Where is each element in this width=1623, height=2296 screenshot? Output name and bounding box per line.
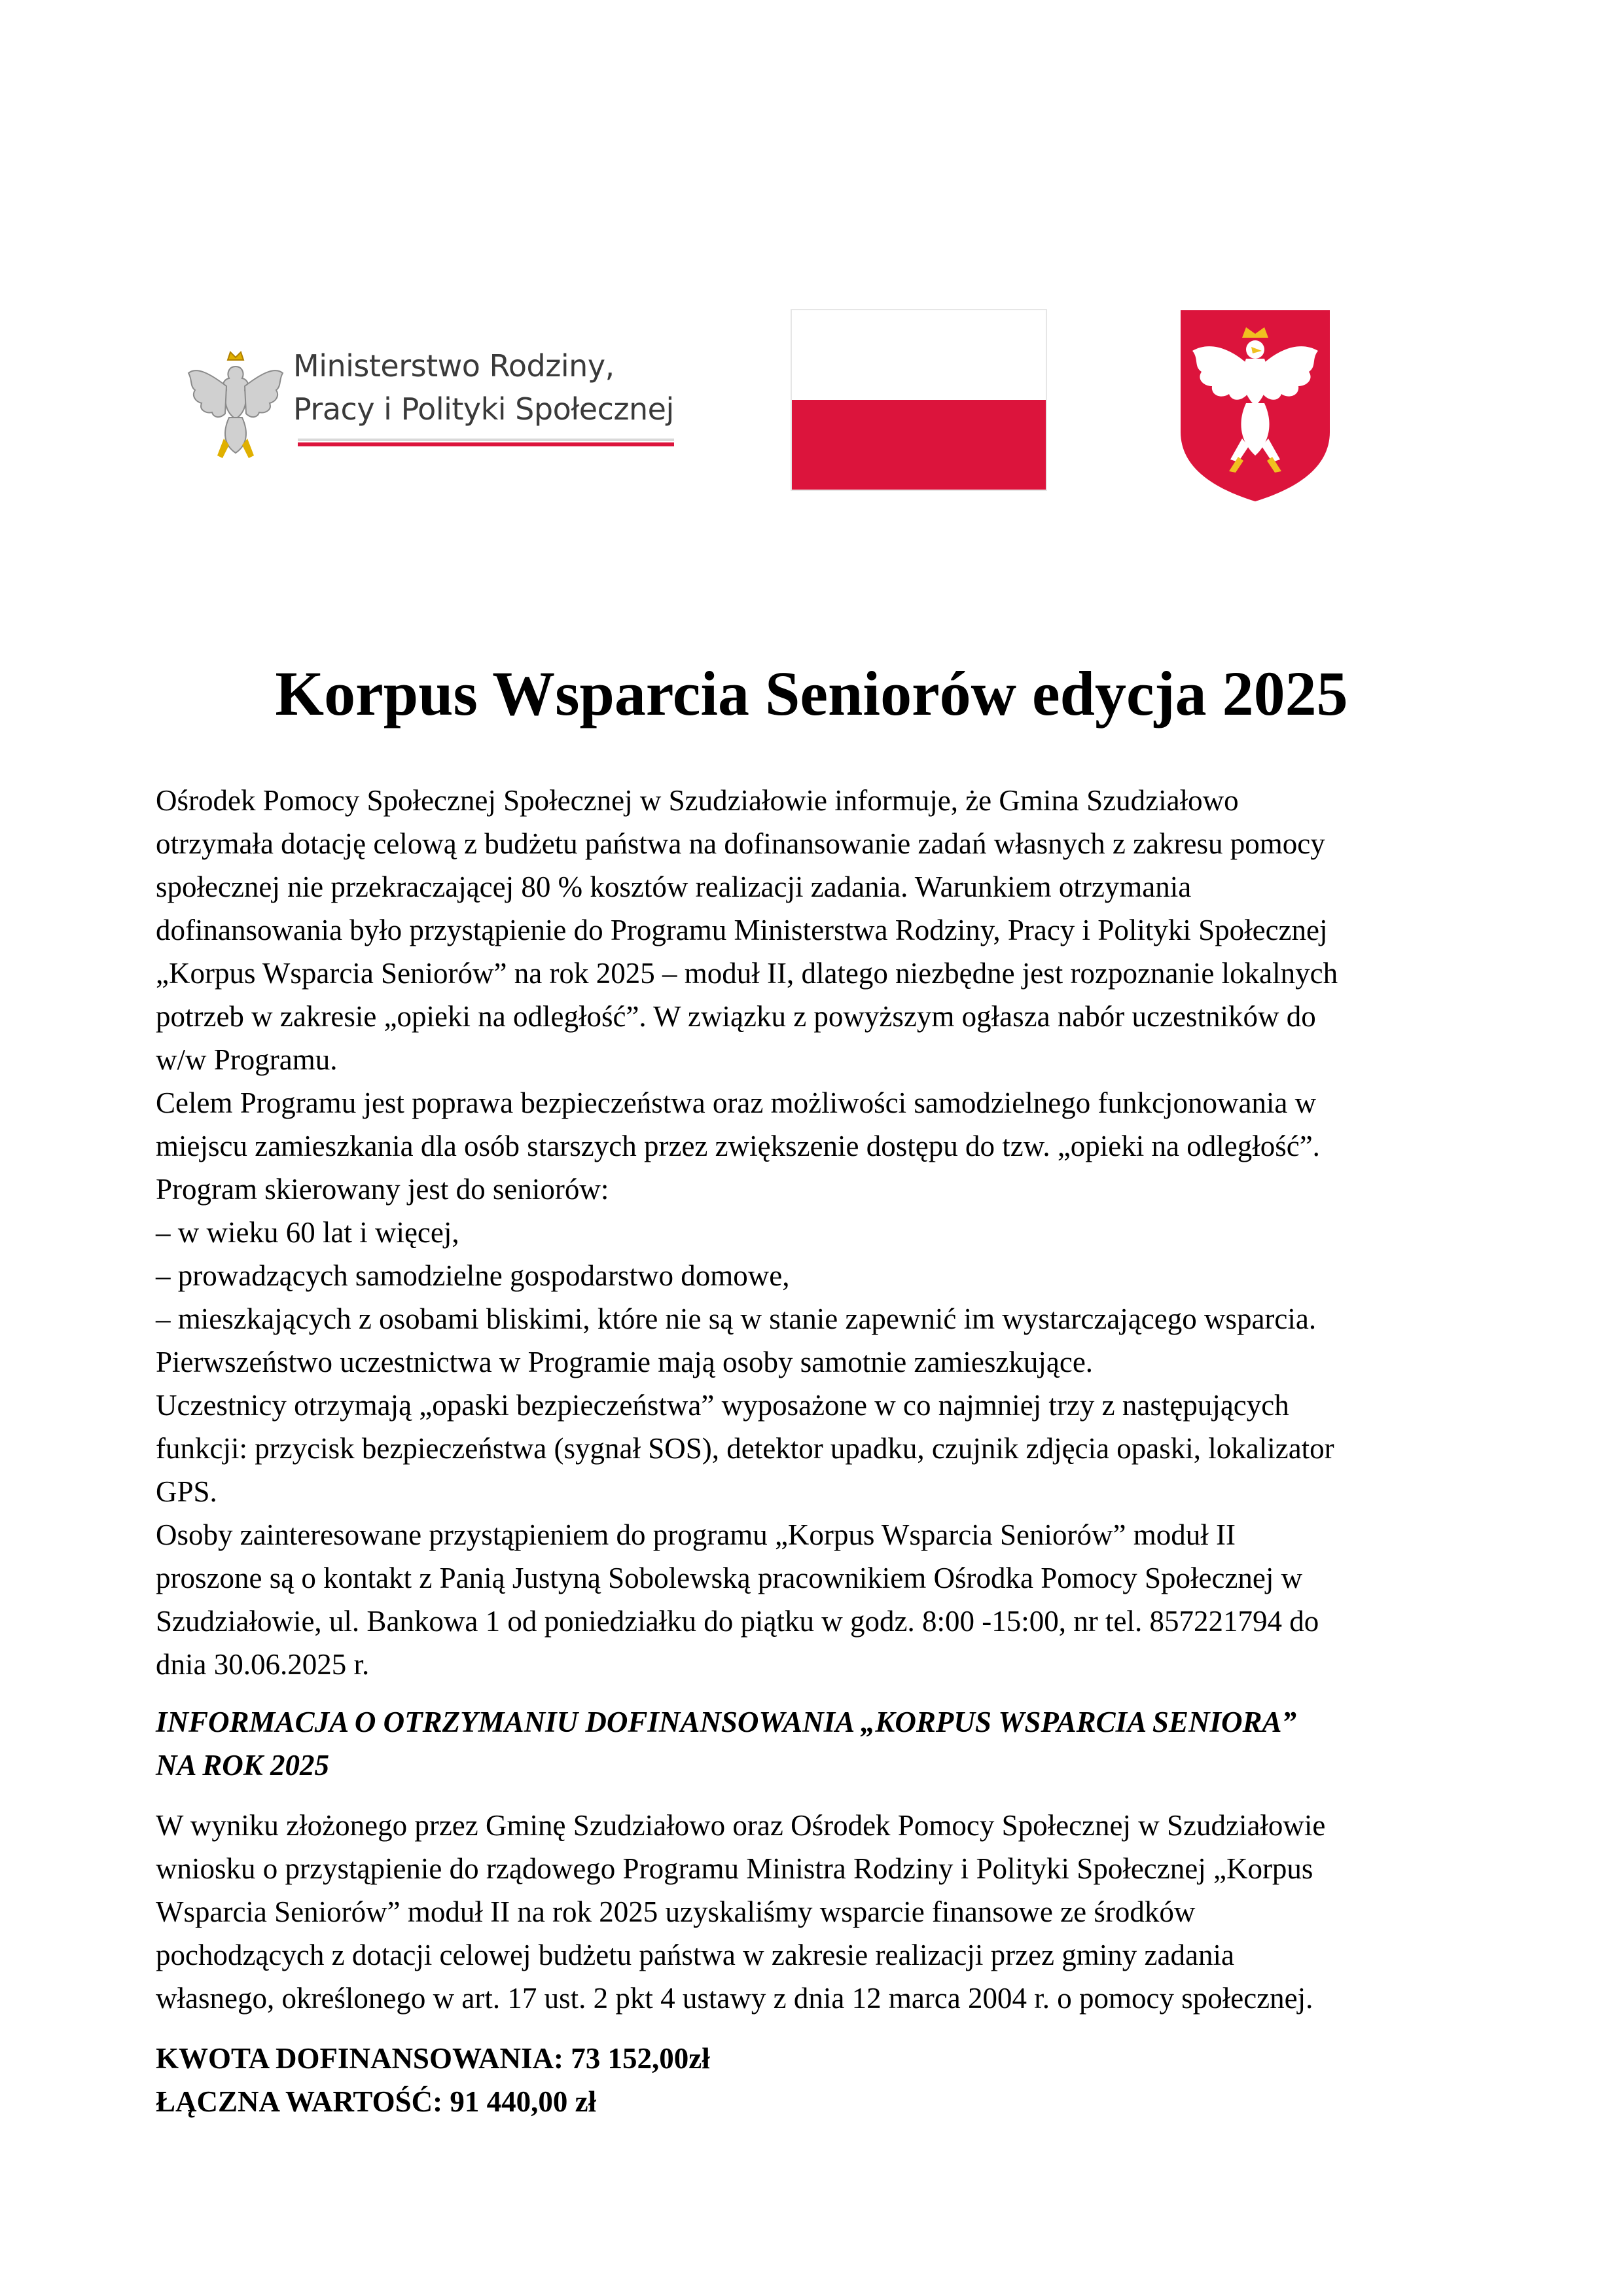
funding-amount: KWOTA DOFINANSOWANIA: 73 152,00zł [156, 2042, 710, 2075]
ministry-name-line: Ministerstwo Rodziny, [293, 348, 615, 384]
text-line: funkcji: przycisk bezpieczeństwa (sygnał SOS), detektor upadku, czujnik zdjęcia opaski, lokalizator [156, 1432, 1334, 1465]
section-heading [156, 1700, 1484, 1787]
text-line: GPS. [156, 1475, 217, 1508]
text-line: Uczestnicy otrzymają „opaski bezpieczeństwa” wyposażone w co najmniej trzy z następujących [156, 1389, 1289, 1422]
text-line: Szudziałowie, ul. Bankowa 1 od poniedziałku do piątku w godz. 8:00 -15:00, nr tel. 857221794 do [156, 1605, 1319, 1638]
text-line: Ośrodek Pomocy Społecznej Społecznej w Szudziałowie informuje, że Gmina Szudziałowo [156, 784, 1239, 817]
text-line: proszone są o kontakt z Panią Justyną Sobolewską pracownikiem Ośrodka Pomocy Społecznej w [156, 1562, 1303, 1594]
text-line: w/w Programu. [156, 1043, 338, 1076]
funding-paragraph [156, 1804, 1484, 2020]
list-item: – mieszkających z osobami bliskimi, które nie są w stanie zapewnić im wystarczającego wsparcia. [156, 1302, 1317, 1335]
coat-of-arms-icon [1178, 308, 1332, 504]
logo-bar [0, 301, 1623, 524]
text-line: Program skierowany jest do seniorów: [156, 1173, 609, 1206]
ministry-logo [183, 340, 681, 471]
text-line: „Korpus Wsparcia Seniorów” na rok 2025 – moduł II, dlatego niezbędne jest rozpoznanie lokalnych [156, 957, 1338, 990]
text-line: dofinansowania było przystąpienie do Programu Ministerstwa Rodziny, Pracy i Polityki Społecznej [156, 914, 1328, 946]
flag-red-stripe [792, 400, 1046, 490]
eagle-icon [183, 340, 288, 471]
polish-flag [791, 309, 1047, 491]
ministry-rule [298, 439, 674, 446]
text-line: Osoby zainteresowane przystąpieniem do programu „Korpus Wsparcia Seniorów” moduł II [156, 1518, 1236, 1551]
funding-amounts [156, 2037, 1484, 2123]
text-line: własnego, określonego w art. 17 ust. 2 pkt 4 ustawy z dnia 12 marca 2004 r. o pomocy społecznej. [156, 1982, 1313, 2015]
document-body [156, 779, 1484, 2123]
ministry-name-line: Pracy i Polityki Społecznej [293, 391, 674, 427]
text-line: pochodzących z dotacji celowej budżetu państwa w zakresie realizacji przez gminy zadania [156, 1939, 1234, 1971]
heading-line: INFORMACJA O OTRZYMANIU DOFINANSOWANIA „KORPUS WSPARCIA SENIORA” [156, 1706, 1296, 1738]
text-line: Pierwszeństwo uczestnictwa w Programie mają osoby samotnie zamieszkujące. [156, 1346, 1094, 1378]
text-line: wniosku o przystąpienie do rządowego Programu Ministra Rodziny i Polityki Społecznej „Korpus [156, 1852, 1313, 1885]
list-item: – prowadzących samodzielne gospodarstwo domowe, [156, 1259, 790, 1292]
text-line: otrzymała dotację celową z budżetu państwa na dofinansowanie zadań własnych z zakresu pomocy [156, 827, 1325, 860]
list-item: – w wieku 60 lat i więcej, [156, 1216, 459, 1249]
ministry-name [293, 344, 686, 431]
text-line: potrzeb w zakresie „opieki na odległość”. W związku z powyższym ogłasza nabór uczestników do [156, 1000, 1316, 1033]
page-title: Korpus Wsparcia Seniorów edycja 2025 [275, 658, 1348, 728]
text-line: Celem Programu jest poprawa bezpieczeństwa oraz możliwości samodzielnego funkcjonowania w [156, 1086, 1317, 1119]
text-line: miejscu zamieszkania dla osób starszych przez zwiększenie dostępu do tzw. „opieki na odległość”. [156, 1130, 1320, 1162]
text-line: W wyniku złożonego przez Gminę Szudziałowo oraz Ośrodek Pomocy Społecznej w Szudziałowie [156, 1809, 1326, 1842]
heading-line: NA ROK 2025 [156, 1749, 330, 1782]
text-line: społecznej nie przekraczającej 80 % kosztów realizacji zadania. Warunkiem otrzymania [156, 870, 1192, 903]
intro-paragraph [156, 779, 1484, 1686]
text-line: dnia 30.06.2025 r. [156, 1648, 370, 1681]
total-value: ŁĄCZNA WARTOŚĆ: 91 440,00 zł [156, 2085, 597, 2118]
flag-white-stripe [792, 310, 1046, 400]
text-line: Wsparcia Seniorów” moduł II na rok 2025 uzyskaliśmy wsparcie finansowe ze środków [156, 1895, 1196, 1928]
